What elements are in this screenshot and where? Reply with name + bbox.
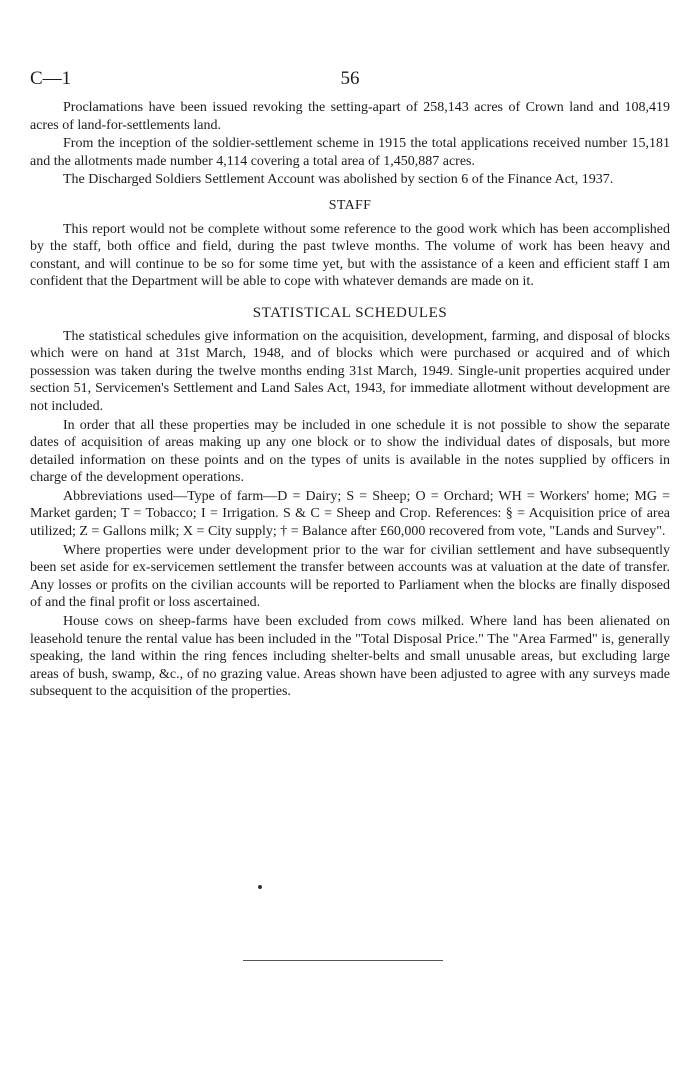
paragraph-abbreviations: Abbreviations used—Type of farm—D = Dairy; S = Sheep; O = Orchard; WH = Workers' home; MG = Market garden; T = Tobacco; I = Irrigation. S & C = Sheep and Crop. References: § = Acquisition price of area utilized; Z = Gallons milk; X = City supply; † = Balance after £60,000 recovered from vote, "Lands and Survey".: [30, 488, 670, 540]
staff-section: [30, 197, 670, 291]
section-heading-schedules: STATISTICAL SCHEDULES: [252, 304, 448, 321]
paragraph-house-cows: House cows on sheep-farms have been excluded from cows milked. Where land has been alienated on leasehold tenure the rental value has been included in the "Total Disposal Price." The "Area Farmed" is, generally speaking, the land within the ring fences including shelter-belts and small unusable areas, but excluding large areas of bush, swamp, &c., of no grazing value. Areas shown have been adjusted to agree with any surveys made subsequent to the acquisition of the properties.: [30, 614, 670, 700]
paragraph-transfer: Where properties were under development prior to the war for civilian settlement and have subsequently been set aside for ex-servicemen settlement the transfer between accounts was at valuation at the date of transfer. Any losses or profits on the civilian accounts will be reported to Parliament when the blocks are finally disposed of and the final profit or loss ascertained.: [30, 542, 670, 611]
paragraph-schedules-info: The statistical schedules give information on the acquisition, development, farming, and disposal of blocks which were on hand at 31st March, 1948, and of blocks which were purchased or acquired and of which possession was taken during the twelve months ending 31st March, 1949. Single-unit properties acquired under section 51, Servicemen's Settlement and Land Sales Act, 1943, for immediate allotment without development are not included.: [30, 328, 670, 414]
paragraph-inception: From the inception of the soldier-settlement scheme in 1915 the total applications received number 15,181 and the allotments made number 4,114 covering a total area of 1,450,887 acres.: [30, 136, 670, 169]
page-number: 56: [340, 68, 360, 89]
section-heading-staff: STAFF: [328, 197, 372, 213]
schedules-section: [30, 305, 670, 701]
paragraph-proclamations: Proclamations have been issued revoking the setting-apart of 258,143 acres of Crown land and 108,419 acres of land-for-settlements land.: [30, 100, 670, 133]
paragraph-staff: This report would not be complete without some reference to the good work which has been accomplished by the staff, both office and field, during the past twleve months. The volume of work has been heavy and constant, and will continue to be so for some time yet, but with the assistance of a keen and efficient staff I am confident that the Department will be able to cope with whatever demands are made on it.: [30, 221, 670, 290]
page-code: C—1: [30, 68, 72, 89]
paragraph-schedule-order: In order that all these properties may be included in one schedule it is not possible to show the separate dates of acquisition of areas making up any one block or to show the individual dates of disposals, but more detailed information on these points and on the types of units is available in the notes supplied by officers in charge of the development operations.: [30, 417, 670, 486]
intro-section: [30, 99, 670, 189]
stray-mark: [258, 885, 262, 889]
page-header: [30, 68, 670, 92]
end-rule: [243, 960, 443, 961]
document-body: [30, 99, 670, 701]
paragraph-account: The Discharged Soldiers Settlement Account was abolished by section 6 of the Finance Act, 1937.: [63, 172, 614, 188]
